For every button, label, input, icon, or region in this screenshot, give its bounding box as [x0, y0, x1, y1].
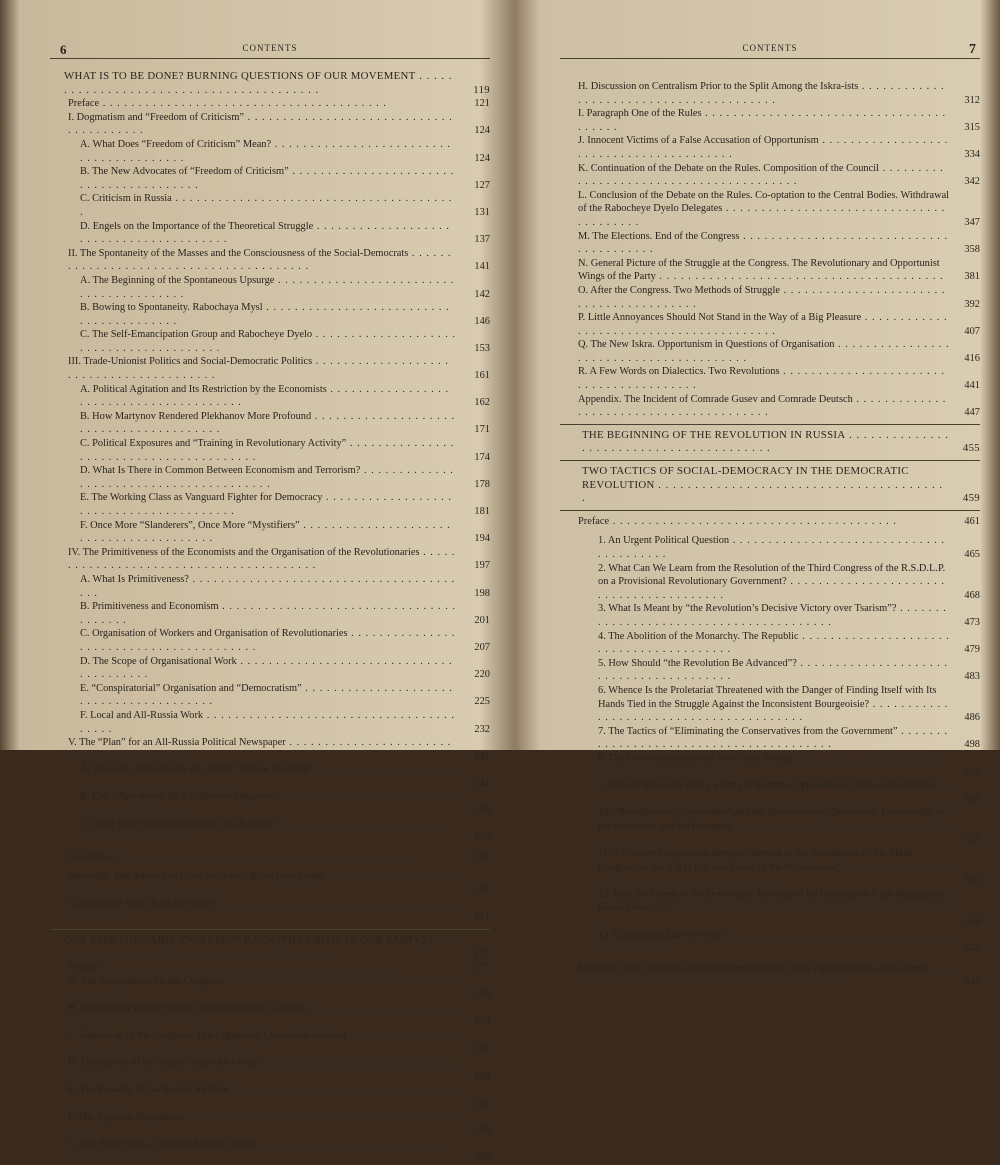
toc-divider — [50, 929, 490, 930]
toc-entry-title: F. The Agrarian Programme . . . — [68, 1111, 456, 1138]
toc-entry-page: 146 — [474, 315, 490, 327]
toc-entry — [560, 393, 980, 420]
toc-entry-title: L. Conclusion of the Debate on the Rules. Co-optation to the Central Bodies. Withdrawal of the Rabocheye Dyelo Delegates . . . — [578, 189, 950, 230]
toc-entry-title: A. What Is Primitiveness? . . . — [80, 573, 456, 600]
toc-entry — [50, 1138, 490, 1165]
toc-entry — [50, 70, 490, 97]
toc-entry — [560, 602, 980, 629]
toc-entry-title: IV. The Primitiveness of the Economists and the Organisation of the Revolutionaries . . . — [68, 546, 456, 573]
toc-entry — [560, 888, 980, 929]
toc-entry-title: R. A Few Words on Dialectics. Two Revolutions . . . — [578, 365, 950, 392]
toc-entry-title: P. Little Annoyances Should Not Stand in the Way of a Big Pleasure . . . — [578, 311, 950, 338]
toc-entry — [560, 189, 980, 230]
toc-entry-page: 241 — [474, 777, 490, 789]
toc-entry — [50, 573, 490, 600]
toc-entry — [560, 107, 980, 134]
toc-entry-page: 416 — [964, 352, 980, 364]
right-running-title: CONTENTS — [742, 43, 798, 53]
toc-entry — [560, 752, 980, 779]
toc-entry-page: 532 — [964, 943, 980, 955]
toc-entry-title: C. The Self-Emancipation Group and Rabocheye Dyelo . . . — [80, 328, 456, 355]
toc-entry-title: 10. “Revolutionary Communes” and the Revolutionary-Democratic Dictatorship of the Proletariat and the Peasantry . . . — [598, 806, 950, 847]
toc-entry — [560, 429, 980, 456]
toc-entry — [50, 192, 490, 219]
toc-entry-title: Preface . . . — [68, 961, 456, 975]
toc-entry-title: 6. Whence Is the Proletariat Threatened with the Danger of Finding Itself with Its Hands Tied in the Struggle Against the Inconsistent Bourgeoisie? . . . — [598, 684, 950, 725]
toc-entry-page: 305 — [474, 1152, 490, 1164]
left-page-number: 6 — [60, 42, 67, 57]
toc-entry-title: TWO TACTICS OF SOCIAL-DEMOCRACY IN THE DEMOCRATIC REVOLUTION . . . — [582, 465, 950, 506]
toc-entry-title: V. The “Plan” for an All-Russia Political Newspaper . . . — [68, 736, 456, 763]
toc-entry — [50, 851, 490, 865]
toc-entry-title: C. What Type of Organisation Do We Require? . . . — [80, 818, 456, 845]
toc-entry — [560, 134, 980, 161]
toc-entry-page: 312 — [964, 94, 980, 106]
toc-entry — [50, 519, 490, 546]
toc-entry — [50, 655, 490, 682]
right-toc — [560, 80, 980, 989]
toc-entry-title: E. “Conspiratorial” Organisation and “Democratism” . . . — [80, 682, 456, 709]
toc-entry-title: 2. What Can We Learn from the Resolution of the Third Congress of the R.S.D.L.P. on a Provisional Revolutionary Government? . . . — [598, 562, 950, 603]
toc-entry-page: 441 — [964, 380, 980, 392]
toc-entry — [50, 464, 490, 491]
right-page-header — [560, 40, 980, 59]
toc-entry-title: A. The Beginning of the Spontaneous Upsurge . . . — [80, 274, 456, 301]
toc-entry — [560, 465, 980, 506]
toc-entry — [50, 355, 490, 382]
toc-entry-page: 501 — [964, 766, 980, 778]
toc-entry-page: 153 — [474, 342, 490, 354]
toc-entry-page: 358 — [964, 244, 980, 256]
toc-entry — [560, 657, 980, 684]
toc-entry-page: 141 — [474, 261, 490, 273]
toc-entry-page: 278 — [474, 989, 490, 1001]
toc-entry — [50, 274, 490, 301]
toc-entry — [50, 1029, 490, 1056]
toc-entry — [50, 491, 490, 518]
toc-entry-title: B. Significance of the Various Groupings at the Congress . . . — [68, 1002, 456, 1029]
toc-entry-page: 255 — [474, 832, 490, 844]
toc-entry-title: F. Once More “Slanderers”, Once More “Mystifiers” . . . — [80, 519, 456, 546]
toc-entry-page: 290 — [474, 1070, 490, 1082]
toc-entry — [560, 284, 980, 311]
toc-entry — [560, 311, 980, 338]
toc-entry-page: 275 — [474, 962, 490, 973]
toc-entry — [50, 247, 490, 274]
toc-entry-page: 241 — [474, 750, 490, 762]
toc-entry-title: E. The Equality of Languages Incident . . . — [68, 1083, 456, 1110]
toc-entry-title: M. The Elections. End of the Congress . . . — [578, 230, 950, 257]
toc-entry-page: 174 — [474, 451, 490, 463]
toc-entry-title: G. The Party Rules. Comrade Martov’s Draft . . . — [68, 1138, 456, 1165]
toc-entry-page: 262 — [474, 851, 490, 863]
toc-entry-title: C. Criticism in Russia . . . — [80, 192, 456, 219]
toc-entry — [560, 806, 980, 847]
toc-entry-page: 381 — [964, 271, 980, 283]
toc-entry-title: D. The Scope of Organisational Work . . . — [80, 655, 456, 682]
toc-entry-page: 246 — [474, 805, 490, 817]
toc-entry — [50, 600, 490, 627]
toc-entry-title: I. Dogmatism and “Freedom of Criticism” . . . — [68, 111, 456, 138]
toc-entry — [50, 1083, 490, 1110]
toc-entry-title: B. How Martynov Rendered Plekhanov More Profound . . . — [80, 410, 456, 437]
toc-entry — [50, 682, 490, 709]
toc-entry-title: A. Who Was Offended by the Article “Where To Begin” . . . — [80, 763, 456, 790]
toc-entry — [50, 301, 490, 328]
toc-entry — [560, 725, 980, 752]
toc-entry-title: 9. What Is Meant by Being a Party of Extreme Opposition in Time of Revolution? . . . — [598, 779, 950, 806]
toc-divider — [560, 424, 980, 425]
toc-entry — [50, 790, 490, 817]
toc-entry — [50, 818, 490, 845]
toc-entry — [560, 338, 980, 365]
toc-entry — [560, 562, 980, 603]
toc-entry-title: Preface . . . — [578, 515, 950, 529]
toc-entry — [560, 162, 980, 189]
toc-entry-title: Appendix. The Incident of Comrade Gusev and Comrade Deutsch . . . — [578, 393, 950, 420]
toc-entry-title: 1. An Urgent Political Question . . . — [598, 534, 950, 561]
toc-entry-page: 282 — [474, 1043, 490, 1055]
toc-entry-page: 542 — [964, 976, 980, 988]
toc-entry-page: 232 — [474, 723, 490, 735]
toc-entry-page: 265 — [474, 885, 490, 897]
toc-entry — [560, 365, 980, 392]
toc-entry-title: A. Political Agitation and Its Restriction by the Economists . . . — [80, 383, 456, 410]
toc-entry-page: 181 — [474, 506, 490, 517]
toc-entry — [50, 383, 490, 410]
toc-entry — [50, 546, 490, 573]
toc-entry-page: 447 — [964, 407, 980, 419]
toc-entry-page: 508 — [964, 793, 980, 805]
toc-entry-title: E. The Working Class as Vanguard Fighter for Democracy . . . — [80, 491, 456, 518]
toc-entry — [50, 328, 490, 355]
toc-entry-page: 465 — [964, 549, 980, 560]
toc-entry-page: 498 — [964, 739, 980, 751]
toc-entry-page: 171 — [474, 424, 490, 436]
toc-entry-page: 298 — [474, 1125, 490, 1137]
toc-entry-page: 479 — [964, 644, 980, 656]
toc-entry-page: 161 — [474, 370, 490, 382]
toc-entry-title: III. Trade-Unionist Politics and Social-Democratic Politics . . . — [68, 355, 456, 382]
toc-entry — [50, 165, 490, 192]
toc-entry — [50, 111, 490, 138]
toc-entry — [50, 1111, 490, 1138]
toc-entry — [50, 763, 490, 790]
toc-entry-page: 197 — [474, 560, 490, 572]
toc-entry — [50, 709, 490, 736]
toc-entry-page: 524 — [964, 916, 980, 928]
toc-entry-page: 483 — [964, 671, 980, 683]
toc-entry — [560, 630, 980, 657]
toc-entry-title: K. Continuation of the Debate on the Rules. Composition of the Council . . . — [578, 162, 950, 189]
toc-entry-page: 459 — [962, 492, 980, 505]
toc-entry-page: 201 — [474, 614, 490, 626]
toc-entry — [50, 410, 490, 437]
toc-entry-page: 520 — [964, 875, 980, 887]
left-running-title: CONTENTS — [242, 43, 298, 53]
toc-entry-page: 511 — [964, 834, 980, 846]
toc-entry — [50, 437, 490, 464]
toc-entry-page: 342 — [964, 176, 980, 188]
toc-entry-page: 271 — [474, 912, 490, 924]
toc-entry-page: 124 — [474, 152, 490, 164]
toc-entry-page: 124 — [474, 125, 490, 137]
toc-entry-page: 119 — [473, 83, 490, 96]
toc-entry-title: B. Bowing to Spontaneity. Rabochaya Mysl . . . — [80, 301, 456, 328]
right-page-number: 7 — [969, 42, 976, 57]
toc-entry-page: 137 — [474, 234, 490, 246]
toc-entry-title: H. Discussion on Centralism Prior to the Split Among the Iskra-ists . . . — [578, 80, 950, 107]
toc-entry-page: 461 — [964, 515, 980, 527]
toc-entry-page: 292 — [474, 1097, 490, 1109]
toc-entry-title: 13. Conclusion. Dare We Win? . . . — [598, 929, 950, 956]
toc-entry — [560, 230, 980, 257]
toc-entry-title: C. Beginning of the Congress. The Organising Committee Incident . . . — [68, 1029, 456, 1056]
toc-entry-title: 4. The Abolition of the Monarchy. The Republic . . . — [598, 630, 950, 657]
toc-entry-title: B. Primitiveness and Economism . . . — [80, 600, 456, 627]
toc-entry-title: Conclusion . . . — [68, 851, 456, 865]
right-page — [560, 0, 980, 988]
toc-entry-title: 8. The Osvobozhdeniye and New-Iskra Trends . . . — [598, 752, 950, 779]
toc-entry-title: I. Paragraph One of the Rules . . . — [578, 107, 950, 134]
left-page — [50, 0, 490, 1164]
toc-entry — [50, 898, 490, 925]
toc-entry-title: Q. The New Iskra. Opportunism in Questions of Organisation . . . — [578, 338, 950, 365]
toc-entry-page: 334 — [964, 148, 980, 160]
toc-entry-title: A. The Preparations for the Congress . . . — [68, 975, 456, 1002]
toc-entry-title: WHAT IS TO BE DONE? BURNING QUESTIONS OF OUR MOVEMENT . . . — [64, 70, 456, 97]
toc-entry — [560, 779, 980, 806]
toc-entry-page: 279 — [474, 1016, 490, 1028]
toc-entry-title: Preface . . . — [68, 97, 456, 111]
left-toc — [50, 70, 490, 1165]
toc-entry-page: 207 — [474, 641, 490, 653]
toc-entry-title: D. Engels on the Importance of the Theoretical Struggle . . . — [80, 220, 456, 247]
toc-entry — [560, 929, 980, 956]
toc-entry-title: 3. What Is Meant by “the Revolution’s Decisive Victory over Tsarism”? . . . — [598, 602, 950, 629]
toc-entry-title: II. The Spontaneity of the Masses and the Consciousness of the Social-Democrats . . . — [68, 247, 456, 274]
toc-entry — [50, 1056, 490, 1083]
toc-entry — [560, 515, 980, 529]
toc-entry — [50, 975, 490, 1002]
toc-divider — [560, 460, 980, 461]
toc-entry-title: Correction to What Is To Be Done? . . . — [68, 898, 456, 925]
toc-entry — [560, 684, 980, 725]
toc-entry-page: 127 — [474, 179, 490, 191]
toc-entry-title: THE BEGINNING OF THE REVOLUTION IN RUSSIA . . . — [582, 429, 950, 456]
toc-entry — [50, 934, 490, 961]
toc-entry — [50, 870, 490, 897]
toc-entry-title: B. Can a Newspaper Be a Collective Organiser? . . . — [80, 790, 456, 817]
toc-entry-page: 121 — [474, 98, 490, 110]
toc-entry-title: N. General Picture of the Struggle at the Congress. The Revolutionary and Opportunist Wings of the Party . . . — [578, 257, 950, 284]
toc-entry-page: 198 — [474, 587, 490, 599]
toc-entry-title: ONE STEP FORWARD, TWO STEPS BACK (THE CRISIS IN OUR PARTY) . . . — [64, 934, 456, 961]
toc-entry-title: A. What Does “Freedom of Criticism” Mean? . . . — [80, 138, 456, 165]
toc-entry-page: 455 — [962, 442, 980, 455]
toc-entry — [560, 962, 980, 989]
toc-entry-title: O. After the Congress. Two Methods of Struggle . . . — [578, 284, 950, 311]
toc-divider — [560, 510, 980, 511]
toc-entry — [560, 847, 980, 888]
toc-entry-page: 220 — [474, 669, 490, 681]
toc-entry-title: C. Organisation of Workers and Organisation of Revolutionaries . . . — [80, 627, 456, 654]
toc-entry-title: C. Political Exposures and “Training in Revolutionary Activity” . . . — [80, 437, 456, 464]
toc-entry — [50, 1002, 490, 1029]
toc-entry — [560, 534, 980, 561]
toc-entry — [50, 961, 490, 975]
toc-entry-page: 131 — [474, 206, 490, 218]
toc-entry-title: D. What Is There in Common Between Economism and Terrorism? . . . — [80, 464, 456, 491]
left-page-header — [50, 40, 490, 59]
toc-entry — [50, 138, 490, 165]
toc-entry-page: 178 — [474, 478, 490, 490]
toc-entry — [50, 220, 490, 247]
toc-entry-page: 392 — [964, 298, 980, 310]
toc-entry-page: 468 — [964, 589, 980, 601]
toc-entry-title: F. Local and All-Russia Work . . . — [80, 709, 456, 736]
toc-entry — [560, 80, 980, 107]
toc-entry-title: B. The New Advocates of “Freedom of Criticism” . . . — [80, 165, 456, 192]
toc-entry-page: 315 — [964, 121, 980, 133]
toc-entry-page: 347 — [964, 216, 980, 228]
toc-entry-page: 473 — [964, 616, 980, 628]
toc-entry-page: 486 — [964, 712, 980, 724]
toc-entry-page: 162 — [474, 397, 490, 409]
toc-entry-title: 7. The Tactics of “Eliminating the Conservatives from the Government” . . . — [598, 725, 950, 752]
toc-entry-page: 273 — [472, 947, 490, 960]
toc-entry-title: 12. Will the Sweep of the Democratic Revolution Be Diminished if the Bourgeoisie Recoils from It? . . . — [598, 888, 950, 929]
toc-entry-title: 5. How Should “the Revolution Be Advanced”? . . . — [598, 657, 950, 684]
toc-entry — [50, 97, 490, 111]
toc-entry-page: 194 — [474, 533, 490, 545]
toc-entry-title: Epilogue. Once Again the Osvobozhdeniye Trend, Once Again the New-Iskra Trend . . . — [578, 962, 950, 989]
toc-entry-title: J. Innocent Victims of a False Accusation of Opportunism . . . — [578, 134, 950, 161]
toc-entry-title: Appendix. The Attempt to Unite Iskra with Rabocheye Dyelo . . . — [68, 870, 456, 897]
toc-entry — [50, 627, 490, 654]
toc-entry-page: 142 — [474, 288, 490, 300]
toc-entry-title: 11. A Cursory Comparison Between Several of the Resolutions of the Third Congress of the R.S.D.L.P. and Those of the “Conference” . . . — [598, 847, 950, 888]
toc-entry-page: 225 — [474, 696, 490, 708]
toc-entry — [560, 257, 980, 284]
toc-entry-title: D. Dissolution of the Yuzhny Rabochy Group . . . — [68, 1056, 456, 1083]
toc-entry-page: 407 — [964, 325, 980, 337]
